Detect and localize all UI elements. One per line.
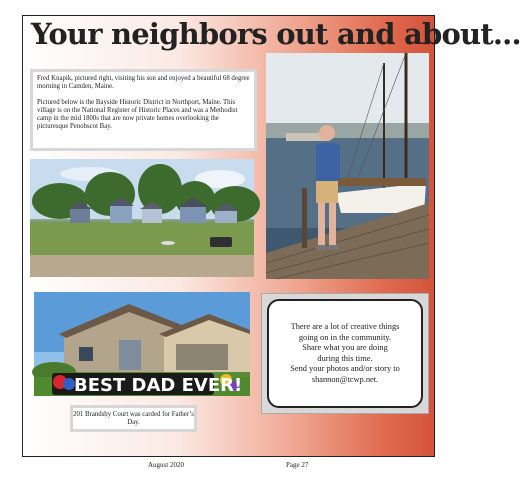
house-caption: 201 Brandsby Court was carded for Father’s Day. <box>73 411 194 426</box>
callout-line-4: during this time. <box>317 353 373 363</box>
best-dad-sign: BEST DAD EVER! <box>74 375 243 396</box>
harbor-photo <box>266 53 429 279</box>
callout-line-2: going on in the community. <box>298 332 392 342</box>
callout-frame <box>261 293 429 414</box>
newsletter-page <box>22 15 521 457</box>
callout-email[interactable]: shannon@tcwp.net. <box>311 374 379 384</box>
story-text-box <box>30 69 257 151</box>
bayside-houses-photo <box>30 159 254 277</box>
page-title: Your neighbors out and about... <box>31 17 521 51</box>
footer-date: August 2020 <box>148 461 184 469</box>
fathers-day-house-photo <box>34 292 250 396</box>
house-caption-box <box>70 405 197 432</box>
callout-line-3: Share what you are doing <box>302 343 388 352</box>
callout-line-5: Send your photos and/or story to <box>290 364 400 373</box>
footer-page-number: Page 27 <box>286 461 309 469</box>
callout-line-1: There are a lot of creative things <box>290 322 400 331</box>
story-paragraph-2: Pictured below is the Bayside Historic District in Northport, Maine. This village is on the National Register of Historic Places and was a Methodist camp in the mid 1800s that are now private homes overlooking the picturesque Penobscot Bay. <box>37 99 238 130</box>
story-paragraph-1: Fred Knapik, pictured right, visiting his son and enjoyed a beautiful 68 degree morning in Camden, Maine. <box>37 75 250 90</box>
callout-box <box>267 299 423 408</box>
